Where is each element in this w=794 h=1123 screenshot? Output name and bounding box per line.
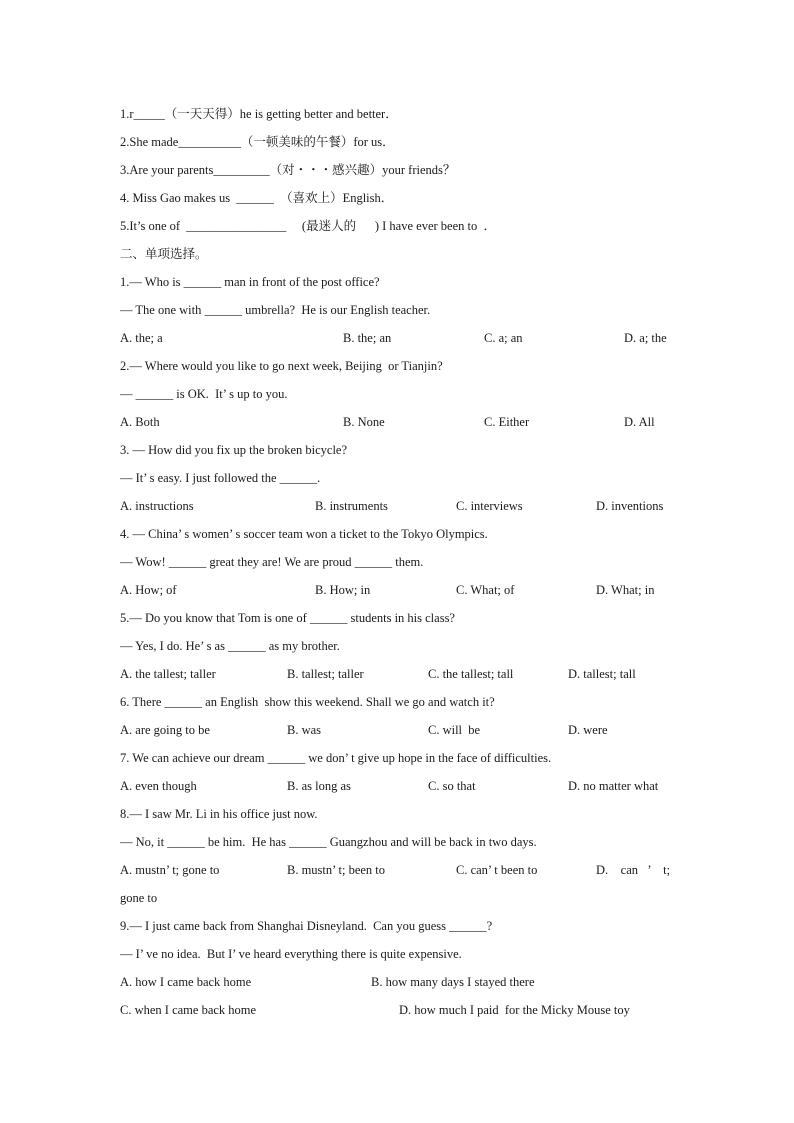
option-d: D. a; the <box>624 331 667 345</box>
option-b: B. mustn’ t; been to <box>287 863 386 877</box>
option-c: C. a; an <box>484 331 523 345</box>
option-a: A. How; of <box>120 583 177 597</box>
option-d: D. inventions <box>596 499 664 513</box>
option-c: C. so that <box>428 779 476 793</box>
option-c: C. the tallest; tall <box>428 667 514 681</box>
question-line: 5.— Do you know that Tom is one of ______ students in his class? <box>120 611 455 625</box>
option-b: B. How; in <box>315 583 371 597</box>
question-line: — It’ s easy. I just followed the ______. <box>120 471 321 485</box>
section-title: 二、单项选择。 <box>120 247 208 261</box>
option-b: B. the; an <box>343 331 392 345</box>
option-b: B. None <box>343 415 385 429</box>
option-a: A. mustn’ t; gone to <box>120 863 220 877</box>
question-line: — ______ is OK. It’ s up to you. <box>120 387 288 401</box>
option-d: D. tallest; tall <box>568 667 636 681</box>
question-line: 1.— Who is ______ man in front of the post office? <box>120 275 380 289</box>
option-d: D. What; in <box>596 583 655 597</box>
option-c: C. can’ t been to <box>456 863 538 877</box>
option-a: A. Both <box>120 415 160 429</box>
fill-in-2: 2.She made__________（一顿美味的午餐）for us． <box>120 135 395 149</box>
option-a: A. even though <box>120 779 197 793</box>
question-line: 7. We can achieve our dream ______ we don’ t give up hope in the face of difficulties. <box>120 751 552 765</box>
fill-in-5: 5.It’s one of ________________ (最迷人的 ) I have ever been to ． <box>120 219 496 233</box>
question-line: 4. — China’ s women’ s soccer team won a ticket to the Tokyo Olympics. <box>120 527 488 541</box>
option-c: C. Either <box>484 415 530 429</box>
option-c: C. will be <box>428 723 481 737</box>
option-b: B. as long as <box>287 779 351 793</box>
fill-in-1: 1.r_____（一天天得）he is getting better and better． <box>120 107 398 121</box>
question-line: — I’ ve no idea. But I’ ve heard everything there is quite expensive. <box>120 947 462 961</box>
option-c: C. when I came back home <box>120 1003 257 1017</box>
fill-in-3: 3.Are your parents_________（对・・・感兴趣）your friends？ <box>120 163 456 177</box>
option-b: B. was <box>287 723 322 737</box>
question-line: — No, it ______ be him. He has ______ Guangzhou and will be back in two days. <box>120 835 537 849</box>
option-c: C. interviews <box>456 499 523 513</box>
option-d: D. All <box>624 415 655 429</box>
option-a: A. the; a <box>120 331 163 345</box>
option-d: D. can ’ t; <box>596 863 671 877</box>
question-line: — Wow! ______ great they are! We are proud ______ them. <box>120 555 424 569</box>
option-d: D. no matter what <box>568 779 659 793</box>
option-d-continued: gone to <box>120 891 158 905</box>
question-line: 2.— Where would you like to go next week, Beijing or Tianjin? <box>120 359 443 373</box>
question-line: 9.— I just came back from Shanghai Disneyland. Can you guess ______? <box>120 919 493 933</box>
option-a: A. the tallest; taller <box>120 667 216 681</box>
option-b: B. instruments <box>315 499 388 513</box>
option-a: A. how I came back home <box>120 975 252 989</box>
question-line: 3. — How did you fix up the broken bicycle? <box>120 443 348 457</box>
option-b: B. tallest; taller <box>287 667 364 681</box>
option-b: B. how many days I stayed there <box>371 975 535 989</box>
fill-in-4: 4. Miss Gao makes us ______ （喜欢上）English． <box>120 191 394 205</box>
question-line: — Yes, I do. He’ s as ______ as my brother. <box>120 639 340 653</box>
option-a: A. are going to be <box>120 723 210 737</box>
question-line: 6. There ______ an English show this weekend. Shall we go and watch it? <box>120 695 495 709</box>
option-d: D. how much I paid for the Micky Mouse toy <box>399 1003 630 1017</box>
option-c: C. What; of <box>456 583 515 597</box>
option-a: A. instructions <box>120 499 194 513</box>
question-line: 8.— I saw Mr. Li in his office just now. <box>120 807 318 821</box>
option-d: D. were <box>568 723 608 737</box>
question-line: — The one with ______ umbrella? He is our English teacher. <box>120 303 431 317</box>
